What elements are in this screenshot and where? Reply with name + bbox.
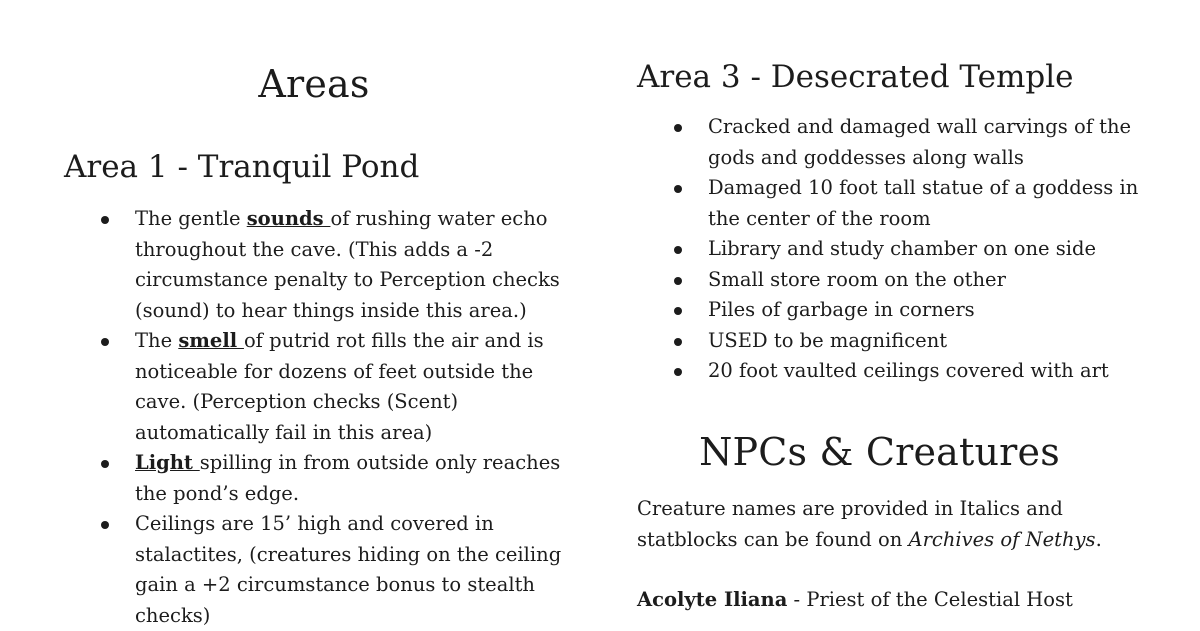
intro-text: Creature names are provided in Italics and statblocks can be found on — [637, 497, 1063, 551]
bullet-text: spilling in from outside only reaches the pond’s edge. — [135, 451, 561, 505]
npc-description: - Priest of the Celestial Host — [787, 588, 1073, 611]
bullet-icon — [101, 521, 109, 529]
bullet-icon — [674, 307, 682, 315]
bullet-text: Small store room on the other — [708, 267, 1006, 291]
bullet-keyword: smell — [178, 329, 244, 352]
bullet-text: The gentle — [135, 207, 247, 230]
list-item — [637, 265, 1157, 296]
npcs-title: NPCs & Creatures — [699, 430, 1060, 474]
intro-source: Archives of Nethys — [908, 527, 1096, 551]
npcs-intro — [637, 494, 1107, 555]
bullet-icon — [674, 338, 682, 346]
list-item — [64, 509, 564, 631]
list-item — [64, 204, 564, 326]
bullet-text: Ceilings are 15’ high and covered in stalactites, (creatures hiding on the ceiling gain a +2 circumstance bonus to stealth checks) — [135, 512, 562, 627]
area1-heading: Area 1 - Tranquil Pond — [64, 149, 420, 185]
bullet-text: Library and study chamber on one side — [708, 237, 1097, 260]
bullet-text: of rushing water echo throughout the cave. (This adds a -2 circumstance penalty to Perception checks (sound) to hear things inside this area.) — [135, 207, 560, 322]
bullet-icon — [674, 368, 682, 376]
bullet-text: 20 foot vaulted ceilings covered with art — [708, 359, 1109, 382]
bullet-icon — [674, 277, 682, 285]
bullet-icon — [101, 460, 109, 468]
area3-heading: Area 3 - Desecrated Temple — [637, 59, 1074, 95]
intro-text-end: . — [1095, 527, 1102, 551]
list-item — [64, 326, 564, 448]
bullet-icon — [674, 246, 682, 254]
bullet-text: The — [135, 329, 179, 352]
list-item — [637, 326, 1157, 357]
bullet-icon — [101, 338, 109, 346]
bullet-text: Piles of garbage in corners — [708, 298, 975, 321]
list-item — [64, 448, 564, 509]
bullet-text: Damaged 10 foot tall statue of a goddess in the center of the room — [708, 176, 1139, 230]
list-item — [637, 295, 1157, 326]
list-item — [637, 112, 1157, 173]
list-item — [637, 234, 1157, 265]
bullet-text: of putrid rot fills the air and is noticeable for dozens of feet outside the cave. (Perception checks (Scent) automatically fail in this area) — [135, 329, 544, 444]
bullet-text: USED to be magnificent — [708, 328, 948, 352]
bullet-text: Cracked and damaged wall carvings of the gods and goddesses along walls — [708, 115, 1132, 169]
bullet-keyword: Light — [135, 451, 200, 474]
bullet-keyword: sounds — [246, 207, 331, 230]
bullet-icon — [674, 185, 682, 193]
areas-title: Areas — [258, 62, 370, 106]
bullet-icon — [101, 216, 109, 224]
npc-entry — [637, 585, 1157, 616]
bullet-icon — [674, 124, 682, 132]
area1-bullet-list — [64, 204, 564, 631]
npc-name: Acolyte Iliana — [637, 588, 788, 611]
area3-bullet-list — [637, 112, 1157, 387]
list-item — [637, 356, 1157, 387]
list-item — [637, 173, 1157, 234]
